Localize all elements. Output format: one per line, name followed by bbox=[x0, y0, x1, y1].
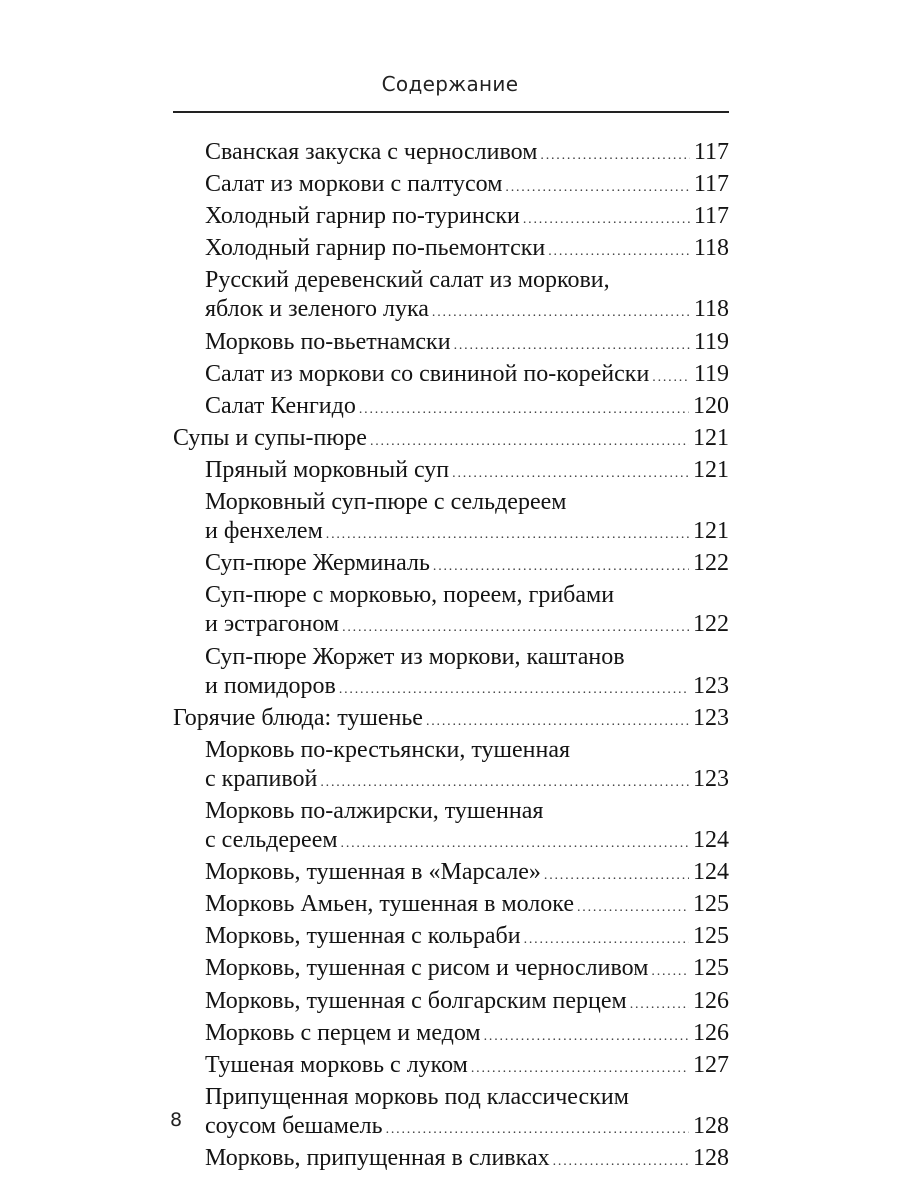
dot-leader bbox=[630, 990, 689, 1019]
toc-page-number: 126 bbox=[693, 1019, 729, 1046]
dot-leader bbox=[651, 957, 689, 986]
toc-entry-line bbox=[205, 295, 729, 327]
toc-entry-title: с крапивой bbox=[205, 765, 318, 792]
toc-entry-line bbox=[205, 202, 729, 234]
toc-entry-line bbox=[205, 456, 729, 488]
toc-entry-title: Холодный гарнир по-пьемонтски bbox=[205, 235, 546, 262]
toc-page-number: 125 bbox=[693, 891, 729, 918]
toc-page-number: 120 bbox=[693, 392, 729, 419]
toc-entry bbox=[173, 736, 729, 797]
toc-entry-line bbox=[205, 1051, 729, 1083]
dot-leader bbox=[523, 205, 690, 234]
toc-entry-title: Горячие блюда: тушенье bbox=[173, 704, 423, 731]
dot-leader bbox=[326, 520, 689, 549]
dot-leader bbox=[471, 1054, 689, 1083]
toc-entry-line bbox=[205, 517, 729, 549]
toc-page-number: 124 bbox=[693, 827, 729, 854]
dot-leader bbox=[320, 768, 689, 797]
toc-entry bbox=[173, 581, 729, 642]
toc-page-number: 125 bbox=[693, 923, 729, 950]
toc-page-number: 126 bbox=[693, 987, 729, 1014]
toc-entry-line bbox=[173, 704, 729, 736]
toc-entry bbox=[173, 456, 729, 488]
dot-leader bbox=[386, 1115, 689, 1144]
toc-entry bbox=[173, 1144, 729, 1176]
toc-page-number: 119 bbox=[693, 360, 729, 387]
toc-entry-title: и эстрагоном bbox=[205, 611, 340, 638]
toc-entry-title-line: Морковь по-алжирски, тушенная bbox=[205, 797, 544, 824]
toc-entry-title-line: Морковный суп-пюре с сельдереем bbox=[205, 489, 567, 516]
toc-entry-title: Салат из моркови с палтусом bbox=[205, 171, 503, 198]
toc-entry-title: яблок и зеленого лука bbox=[205, 296, 429, 323]
toc-page-number: 119 bbox=[693, 328, 729, 355]
toc-page-number: 118 bbox=[693, 235, 729, 262]
page-number: 8 bbox=[170, 1109, 183, 1131]
toc-entry-title: и фенхелем bbox=[205, 518, 323, 545]
toc-entry bbox=[173, 1019, 729, 1051]
table-of-contents bbox=[173, 138, 729, 1176]
dot-leader bbox=[577, 893, 689, 922]
toc-page-number: 121 bbox=[693, 456, 729, 483]
toc-entry-title: и помидоров bbox=[205, 672, 336, 699]
toc-entry-title: Супы и супы-пюре bbox=[173, 424, 367, 451]
toc-entry-line bbox=[205, 170, 729, 202]
toc-entry-title: Салат Кенгидо bbox=[205, 392, 356, 419]
dot-leader bbox=[433, 552, 689, 581]
toc-entry bbox=[173, 360, 729, 392]
dot-leader bbox=[341, 829, 689, 858]
toc-entry bbox=[173, 234, 729, 266]
dot-leader bbox=[544, 861, 689, 890]
toc-entry-title-line: Морковь по-крестьянски, тушенная bbox=[205, 736, 571, 763]
toc-page-number: 123 bbox=[693, 704, 729, 731]
toc-entry bbox=[173, 858, 729, 890]
toc-entry-line bbox=[205, 234, 729, 266]
toc-page-number: 123 bbox=[693, 672, 729, 699]
toc-page-number: 122 bbox=[693, 550, 729, 577]
running-head: Содержание bbox=[381, 72, 519, 96]
dot-leader bbox=[370, 427, 689, 456]
toc-page-number: 127 bbox=[693, 1051, 729, 1078]
toc-entry-line bbox=[205, 890, 729, 922]
toc-entry-line bbox=[205, 549, 729, 581]
dot-leader bbox=[553, 1147, 689, 1176]
toc-entry-line bbox=[205, 392, 729, 424]
toc-entry bbox=[173, 954, 729, 986]
toc-entry bbox=[173, 1051, 729, 1083]
toc-entry-title-line: Суп-пюре с морковью, пореем, грибами bbox=[205, 582, 615, 609]
dot-leader bbox=[432, 298, 690, 327]
toc-page-number: 117 bbox=[693, 171, 729, 198]
toc-entry-title: Морковь по-вьетнамски bbox=[205, 328, 451, 355]
toc-entry-title-line: Суп-пюре Жоржет из моркови, каштанов bbox=[205, 643, 625, 670]
toc-section-entry bbox=[173, 424, 729, 456]
toc-page-number: 121 bbox=[693, 424, 729, 451]
dot-leader bbox=[359, 395, 689, 424]
toc-entry-title: Морковь, тушенная с кольраби bbox=[205, 923, 521, 950]
toc-entry bbox=[173, 138, 729, 170]
dot-leader bbox=[540, 141, 689, 170]
toc-entry-line bbox=[205, 987, 729, 1019]
toc-entry bbox=[173, 328, 729, 360]
toc-entry-title: с сельдереем bbox=[205, 827, 338, 854]
toc-page-number: 128 bbox=[693, 1112, 729, 1139]
toc-entry-title: соусом бешамель bbox=[205, 1112, 383, 1139]
toc-entry bbox=[173, 987, 729, 1019]
toc-entry bbox=[173, 890, 729, 922]
toc-entry-line bbox=[205, 954, 729, 986]
toc-entry bbox=[173, 488, 729, 549]
toc-entry-title: Морковь, тушенная в «Марсале» bbox=[205, 859, 541, 886]
toc-entry-title: Тушеная морковь с луком bbox=[205, 1051, 468, 1078]
dot-leader bbox=[454, 331, 690, 360]
dot-leader bbox=[524, 925, 689, 954]
toc-entry-line bbox=[205, 1144, 729, 1176]
dot-leader bbox=[339, 675, 689, 704]
toc-entry-line bbox=[205, 765, 729, 797]
toc-page-number: 118 bbox=[693, 296, 729, 323]
toc-page-number: 122 bbox=[693, 611, 729, 638]
toc-page-number: 123 bbox=[693, 765, 729, 792]
toc-section-entry bbox=[173, 704, 729, 736]
toc-entry bbox=[173, 549, 729, 581]
toc-entry-title: Салат из моркови со свининой по-корейски bbox=[205, 360, 650, 387]
toc-entry-line bbox=[205, 922, 729, 954]
toc-entry-line bbox=[205, 858, 729, 890]
toc-entry-title-line: Русский деревенский салат из моркови, bbox=[205, 267, 610, 294]
toc-entry-line bbox=[205, 1019, 729, 1051]
toc-entry-line bbox=[205, 1112, 729, 1144]
toc-entry-line bbox=[205, 138, 729, 170]
dot-leader bbox=[426, 707, 689, 736]
toc-page-number: 124 bbox=[693, 859, 729, 886]
toc-entry-title: Морковь, припущенная в сливках bbox=[205, 1145, 550, 1171]
toc-entry-title: Сванская закуска с черносливом bbox=[205, 139, 538, 165]
toc-entry-title: Морковь с перцем и медом bbox=[205, 1019, 481, 1046]
dot-leader bbox=[342, 613, 689, 642]
toc-entry bbox=[173, 1083, 729, 1144]
toc-entry-line bbox=[205, 328, 729, 360]
toc-entry-title: Пряный морковный суп bbox=[205, 456, 450, 483]
toc-entry bbox=[173, 170, 729, 202]
toc-entry-line bbox=[173, 424, 729, 456]
toc-entry bbox=[173, 266, 729, 327]
toc-page-number: 117 bbox=[693, 139, 729, 165]
toc-page-number: 125 bbox=[693, 955, 729, 982]
toc-entry-line bbox=[205, 360, 729, 392]
toc-entry-title: Морковь, тушенная с болгарским перцем bbox=[205, 987, 627, 1014]
toc-entry bbox=[173, 922, 729, 954]
toc-entry-title-line: Припущенная морковь под классическим bbox=[205, 1083, 629, 1110]
toc-entry bbox=[173, 392, 729, 424]
toc-entry bbox=[173, 202, 729, 234]
toc-entry bbox=[173, 797, 729, 858]
header-rule bbox=[173, 111, 729, 113]
toc-entry-title: Морковь Амьен, тушенная в молоке bbox=[205, 891, 574, 918]
toc-entry-line bbox=[205, 672, 729, 704]
dot-leader bbox=[452, 459, 689, 488]
toc-entry-line bbox=[205, 610, 729, 642]
toc-entry-title: Суп-пюре Жерминаль bbox=[205, 550, 430, 577]
toc-entry bbox=[173, 643, 729, 704]
toc-entry-title: Холодный гарнир по-турински bbox=[205, 203, 520, 230]
toc-entry-line bbox=[205, 826, 729, 858]
dot-leader bbox=[484, 1022, 689, 1051]
toc-entry-title: Морковь, тушенная с рисом и черносливом bbox=[205, 955, 649, 982]
dot-leader bbox=[652, 363, 690, 392]
dot-leader bbox=[548, 237, 690, 266]
toc-page-number: 121 bbox=[693, 518, 729, 545]
toc-page-number: 128 bbox=[693, 1145, 729, 1171]
toc-page-number: 117 bbox=[693, 203, 729, 230]
dot-leader bbox=[505, 173, 690, 202]
